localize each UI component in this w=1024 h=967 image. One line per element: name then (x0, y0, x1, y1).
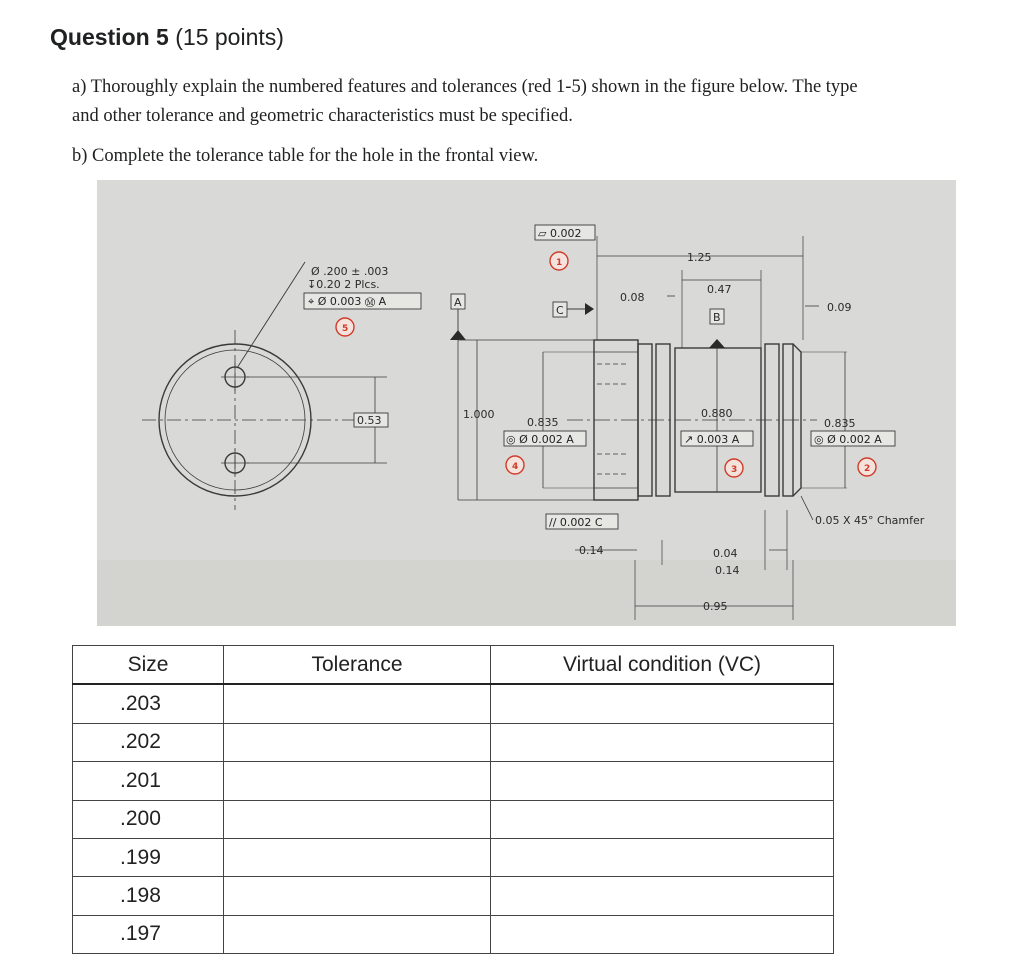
part-b-text: b) Complete the tolerance table for the hole in the frontal view. (72, 146, 539, 166)
vc-cell[interactable] (491, 877, 834, 915)
table-row (73, 723, 834, 761)
size-cell: .203 (73, 684, 224, 723)
size-cell: .199 (73, 838, 224, 876)
right-diameter: 0.835 (824, 417, 856, 430)
table-row (73, 877, 834, 915)
left-diameter: 0.835 (527, 416, 559, 429)
question-title: Question 5 (50, 24, 169, 50)
header-tolerance: Tolerance (224, 646, 491, 685)
callout-3: 3 (731, 465, 738, 475)
dim-0-04: 0.04 (713, 547, 738, 560)
dim-0-08: 0.08 (620, 291, 645, 304)
dim-1-25: 1.25 (687, 251, 712, 264)
tolerance-cell[interactable] (224, 877, 491, 915)
datum-b-label: B (713, 311, 721, 324)
vc-cell[interactable] (491, 915, 834, 953)
callout-1: 1 (556, 258, 563, 268)
size-cell: .198 (73, 877, 224, 915)
callout-5: 5 (342, 324, 349, 334)
hole-position-fcf: ⌖ Ø 0.003 Ⓜ A (308, 295, 387, 308)
overall-diameter: 1.000 (463, 408, 495, 421)
table-row (73, 838, 834, 876)
hole-diameter-text: Ø .200 ± .003 (311, 265, 389, 278)
vc-cell[interactable] (491, 684, 834, 723)
chamfer-note: 0.05 X 45° Chamfer (815, 514, 925, 527)
dim-0-47: 0.47 (707, 283, 732, 296)
dim-0-14-a: 0.14 (579, 544, 604, 557)
tolerance-cell[interactable] (224, 684, 491, 723)
vc-cell[interactable] (491, 800, 834, 838)
question-points: (15 points) (175, 24, 284, 50)
mid-diameter: 0.880 (701, 407, 733, 420)
engineering-drawing (97, 180, 956, 626)
question-heading (50, 24, 284, 51)
tolerance-table (72, 645, 834, 954)
tolerance-cell[interactable] (224, 800, 491, 838)
dim-0-95: 0.95 (703, 600, 728, 613)
datum-c-label: C (556, 304, 564, 317)
table-row (73, 915, 834, 953)
tolerance-cell[interactable] (224, 838, 491, 876)
flatness-fcf: ⏥ 0.002 (538, 227, 582, 240)
table-header-row (73, 646, 834, 685)
vc-cell[interactable] (491, 838, 834, 876)
dim-0-09: 0.09 (827, 301, 852, 314)
vc-cell[interactable] (491, 723, 834, 761)
size-cell: .202 (73, 723, 224, 761)
table-row (73, 762, 834, 800)
part-a-line2: and other tolerance and geometric characteristics must be specified. (72, 106, 573, 126)
header-virtual-condition: Virtual condition (VC) (491, 646, 834, 685)
size-cell: .201 (73, 762, 224, 800)
callout-2: 2 (864, 464, 871, 474)
size-cell: .200 (73, 800, 224, 838)
hole-spacing-text: 0.53 (357, 414, 382, 427)
datum-a-label: A (454, 296, 462, 309)
table-row (73, 684, 834, 723)
size-cell: .197 (73, 915, 224, 953)
header-size: Size (73, 646, 224, 685)
tolerance-cell[interactable] (224, 762, 491, 800)
right-concentricity-fcf: ◎ Ø 0.002 A (814, 433, 882, 446)
dim-0-14-b: 0.14 (715, 564, 740, 577)
callout-4: 4 (512, 462, 519, 472)
tolerance-cell[interactable] (224, 723, 491, 761)
table-row (73, 800, 834, 838)
tolerance-cell[interactable] (224, 915, 491, 953)
vc-cell[interactable] (491, 762, 834, 800)
left-concentricity-fcf: ◎ Ø 0.002 A (506, 433, 574, 446)
runout-fcf: ↗ 0.003 A (684, 433, 740, 446)
parallelism-fcf: // 0.002 C (549, 516, 603, 529)
hole-depth-text: ↧0.20 2 Plcs. (307, 278, 380, 291)
part-a-line1: a) Thoroughly explain the numbered features and tolerances (red 1-5) shown in the figure below. The type (72, 77, 858, 97)
